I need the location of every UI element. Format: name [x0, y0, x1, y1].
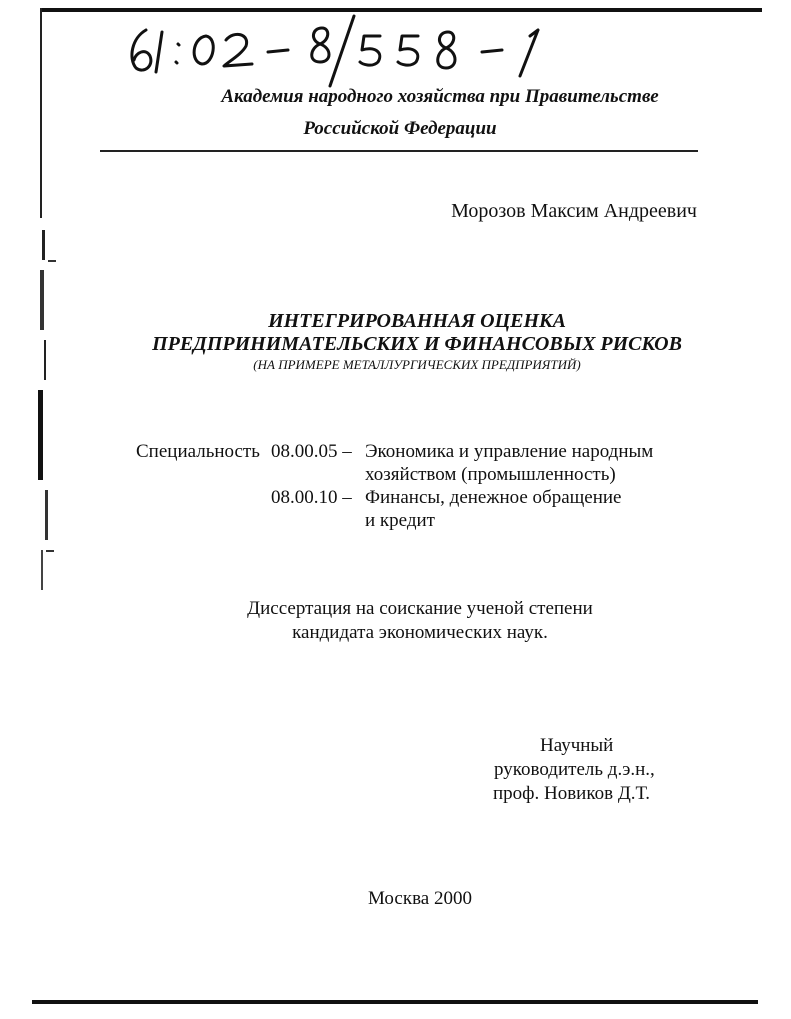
supervisor-line2: руководитель д.э.н.,	[494, 759, 655, 780]
place-and-year: Москва 2000	[368, 888, 472, 909]
dissertation-statement-line2: кандидата экономических наук.	[292, 622, 548, 643]
title-subtitle: (НА ПРИМЕРЕ МЕТАЛЛУРГИЧЕСКИХ ПРЕДПРИЯТИЙ)	[253, 357, 581, 372]
dissertation-statement-line1: Диссертация на соискание ученой степени	[247, 598, 593, 619]
specialty-label: Специальность	[136, 441, 260, 462]
organization-name-line2: Российской Федерации	[303, 118, 497, 139]
organization-underline	[100, 150, 698, 152]
specialty-description: Экономика и управление народным	[365, 441, 654, 462]
specialty-description: хозяйством (промышленность)	[365, 464, 616, 485]
specialty-code: 08.00.05 –	[271, 441, 352, 462]
left-margin-line	[40, 8, 42, 218]
title-line1: ИНТЕГРИРОВАННАЯ ОЦЕНКА	[268, 310, 566, 332]
handwritten-shelfmark	[118, 12, 578, 88]
title-line2: ПРЕДПРИНИМАТЕЛЬСКИХ И ФИНАНСОВЫХ РИСКОВ	[152, 333, 682, 355]
specialty-description: Финансы, денежное обращение	[365, 487, 622, 508]
specialty-description: и кредит	[365, 510, 435, 531]
supervisor-line1: Научный	[540, 735, 614, 756]
author-name: Морозов Максим Андреевич	[451, 200, 697, 222]
specialty-code: 08.00.10 –	[271, 487, 352, 508]
scan-edge-marks	[30, 220, 60, 620]
organization-name-line1: Академия народного хозяйства при Правительстве	[221, 86, 659, 107]
supervisor-line3: проф. Новиков Д.Т.	[493, 783, 650, 804]
bottom-border-line	[32, 1000, 758, 1004]
